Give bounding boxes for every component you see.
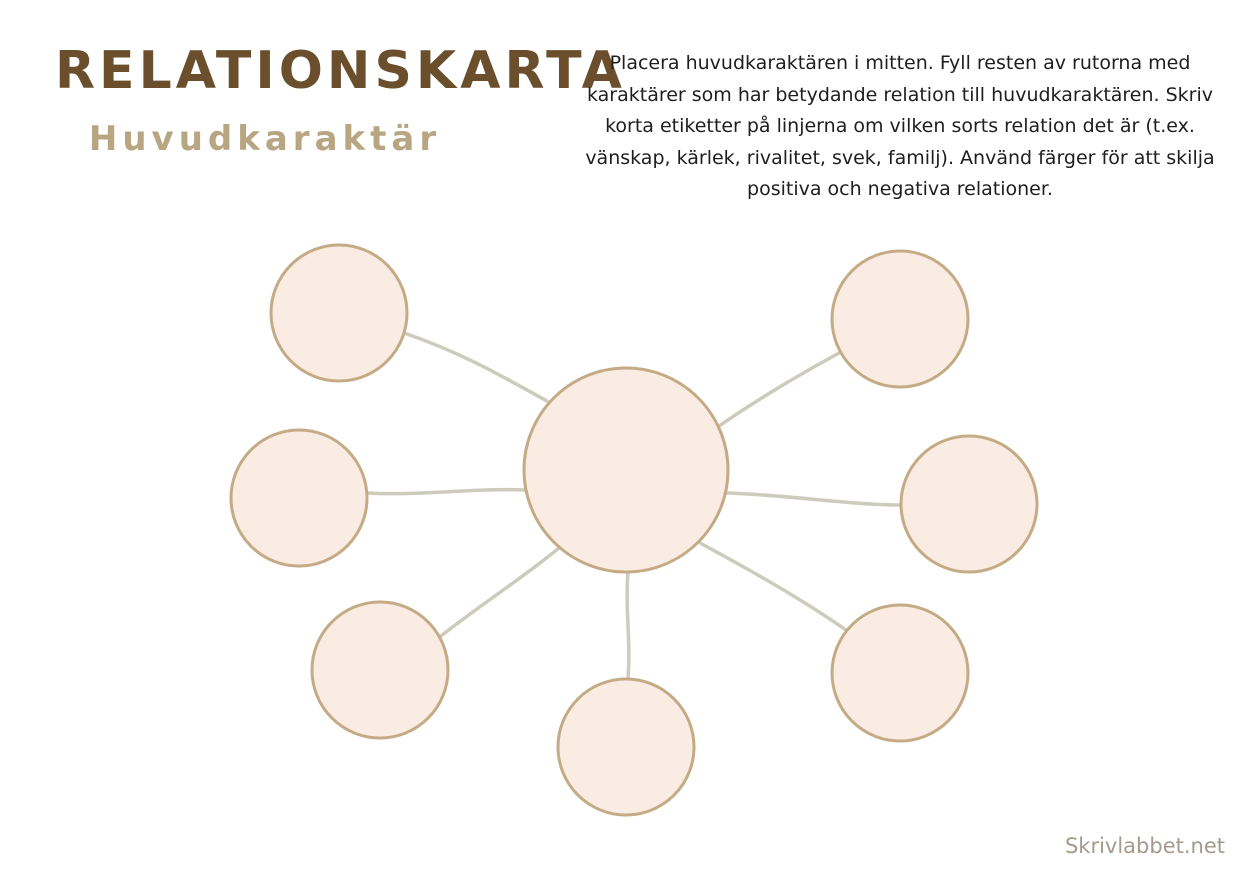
site-credit: Skrivlabbet.net <box>1064 834 1225 858</box>
character-circle-left[interactable] <box>231 430 367 566</box>
character-circle-top-left[interactable] <box>271 245 407 381</box>
main-character-circle[interactable] <box>524 368 728 572</box>
character-circle-bottom-left[interactable] <box>312 602 448 738</box>
character-circle-top-right[interactable] <box>832 251 968 387</box>
instructions-text: Placera huvudkaraktären i mitten. Fyll resten av rutorna med karaktärer som har betydande relation till huvudkaraktären. Skriv korta etiketter på linjerna om vilken sorts relation det är (t.ex. vänskap, kärlek, rivalitet, svek, familj). Använd färger för att skilja positiva och negativa relationer. <box>585 52 1215 200</box>
character-circle-bottom[interactable] <box>558 679 694 815</box>
connection-line-bottom <box>627 572 629 679</box>
connection-line-left <box>367 490 524 494</box>
page-title: RELATIONSKARTA <box>55 41 626 101</box>
connection-line-bottom-right <box>700 543 846 630</box>
character-circle-bottom-right[interactable] <box>832 605 968 741</box>
page-subtitle: Huvudkaraktär <box>88 119 442 159</box>
connection-line-right <box>727 493 901 505</box>
connection-line-top-right <box>719 352 841 426</box>
connection-line-bottom-left <box>441 548 559 636</box>
character-circles <box>231 245 1037 815</box>
connection-line-top-left <box>404 333 547 401</box>
character-circle-right[interactable] <box>901 436 1037 572</box>
